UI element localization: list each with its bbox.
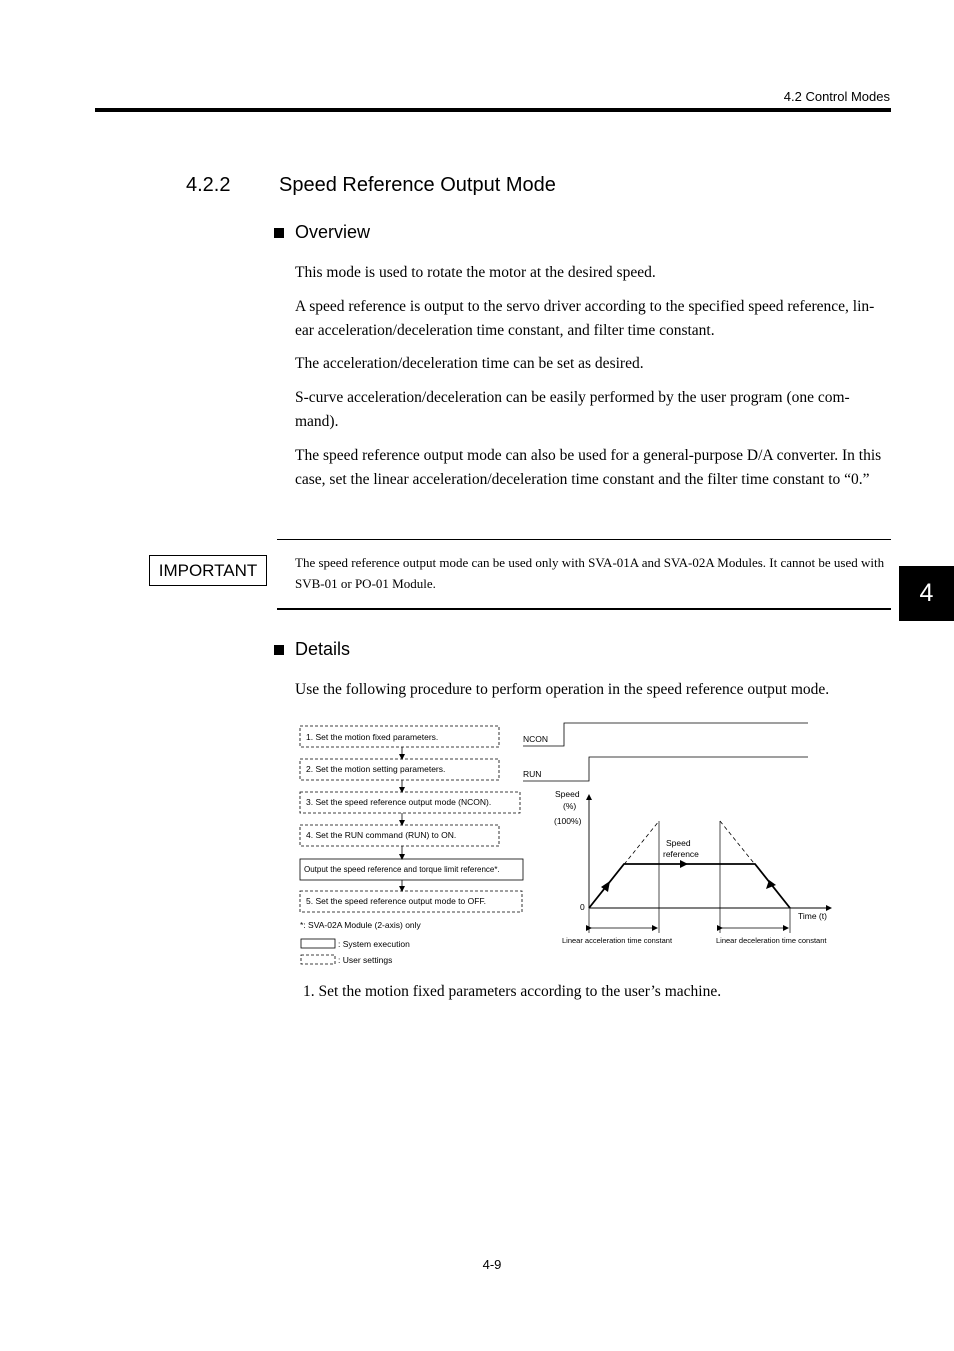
signal-run-label: RUN [523,769,542,779]
legend-system-label: : System execution [338,939,410,949]
header-rule [95,108,891,112]
curve-label: reference [663,849,699,859]
y-axis-unit: (%) [563,801,577,811]
important-note-text: The speed reference output mode can be used only with SVA-01A and SVA-02A Modules. It cannot be used with SVB-01 or PO-01 Module. [295,555,885,591]
legend-user-label: : User settings [338,955,393,965]
x-axis-label: Time (t) [798,911,827,921]
flow-step-5: 5. Set the speed reference output mode to OFF. [306,896,487,906]
decel-label: Linear deceleration time constant [716,936,827,945]
page-number: 4-9 [482,1257,502,1272]
overview-heading [274,222,370,243]
signal-ncon-line [523,723,808,746]
axis-origin: 0 [580,902,585,912]
chapter-tab: 4 [899,566,954,621]
procedure-diagram [295,715,845,975]
legend-system-box [301,939,335,948]
flow-step-4: 4. Set the RUN command (RUN) to ON. [306,830,457,840]
signal-run-line [523,757,808,781]
accel-label: Linear acceleration time constant [562,936,673,945]
details-heading [274,639,350,660]
overview-paragraph: S-curve acceleration/deceleration can be easily performed by the user program (one com-mand). [295,389,850,430]
section-number: 4.2.2 [186,174,231,196]
note-rule-top [277,539,891,540]
running-header: 4.2 Control Modes [783,89,890,104]
details-intro: Use the following procedure to perform operation in the speed reference output mode. [295,681,830,698]
curve-label: Speed [666,838,691,848]
important-label: IMPORTANT [149,555,267,586]
note-rule-bottom [277,608,891,610]
diagram-footnote: *: SVA-02A Module (2-axis) only [300,920,421,930]
speed-reference-curve [589,864,790,908]
square-bullet-icon [274,228,284,238]
section-title: Speed Reference Output Mode [279,174,556,196]
y-axis-label: Speed [555,789,580,799]
flow-step-output: Output the speed reference and torque limit reference*. [304,865,500,874]
step-item: 1. Set the motion fixed parameters according to the user’s machine. [303,983,722,1000]
legend-user-box [301,955,335,964]
flow-step-1: 1. Set the motion fixed parameters. [306,732,439,742]
flow-step-2: 2. Set the motion setting parameters. [306,764,446,774]
overview-paragraph: The speed reference output mode can also be used for a general-purpose D/A converter. In this case, set the linear acceleration/deceleration time constant and the filter time constant to “0.” [295,447,882,488]
overview-paragraph: A speed reference is output to the servo driver according to the specified speed reference, lin-ear acceleration/deceleration time constant, and filter time constant. [295,298,875,339]
overview-paragraph: This mode is used to rotate the motor at the desired speed. [295,264,656,281]
flow-step-3: 3. Set the speed reference output mode (NCON). [306,797,492,807]
overview-heading-text: Overview [295,222,371,242]
overview-paragraph: The acceleration/deceleration time can be set as desired. [295,355,644,372]
signal-ncon-label: NCON [523,734,549,744]
y-axis-max: (100%) [554,816,582,826]
details-heading-text: Details [295,639,351,659]
square-bullet-icon [274,645,284,655]
